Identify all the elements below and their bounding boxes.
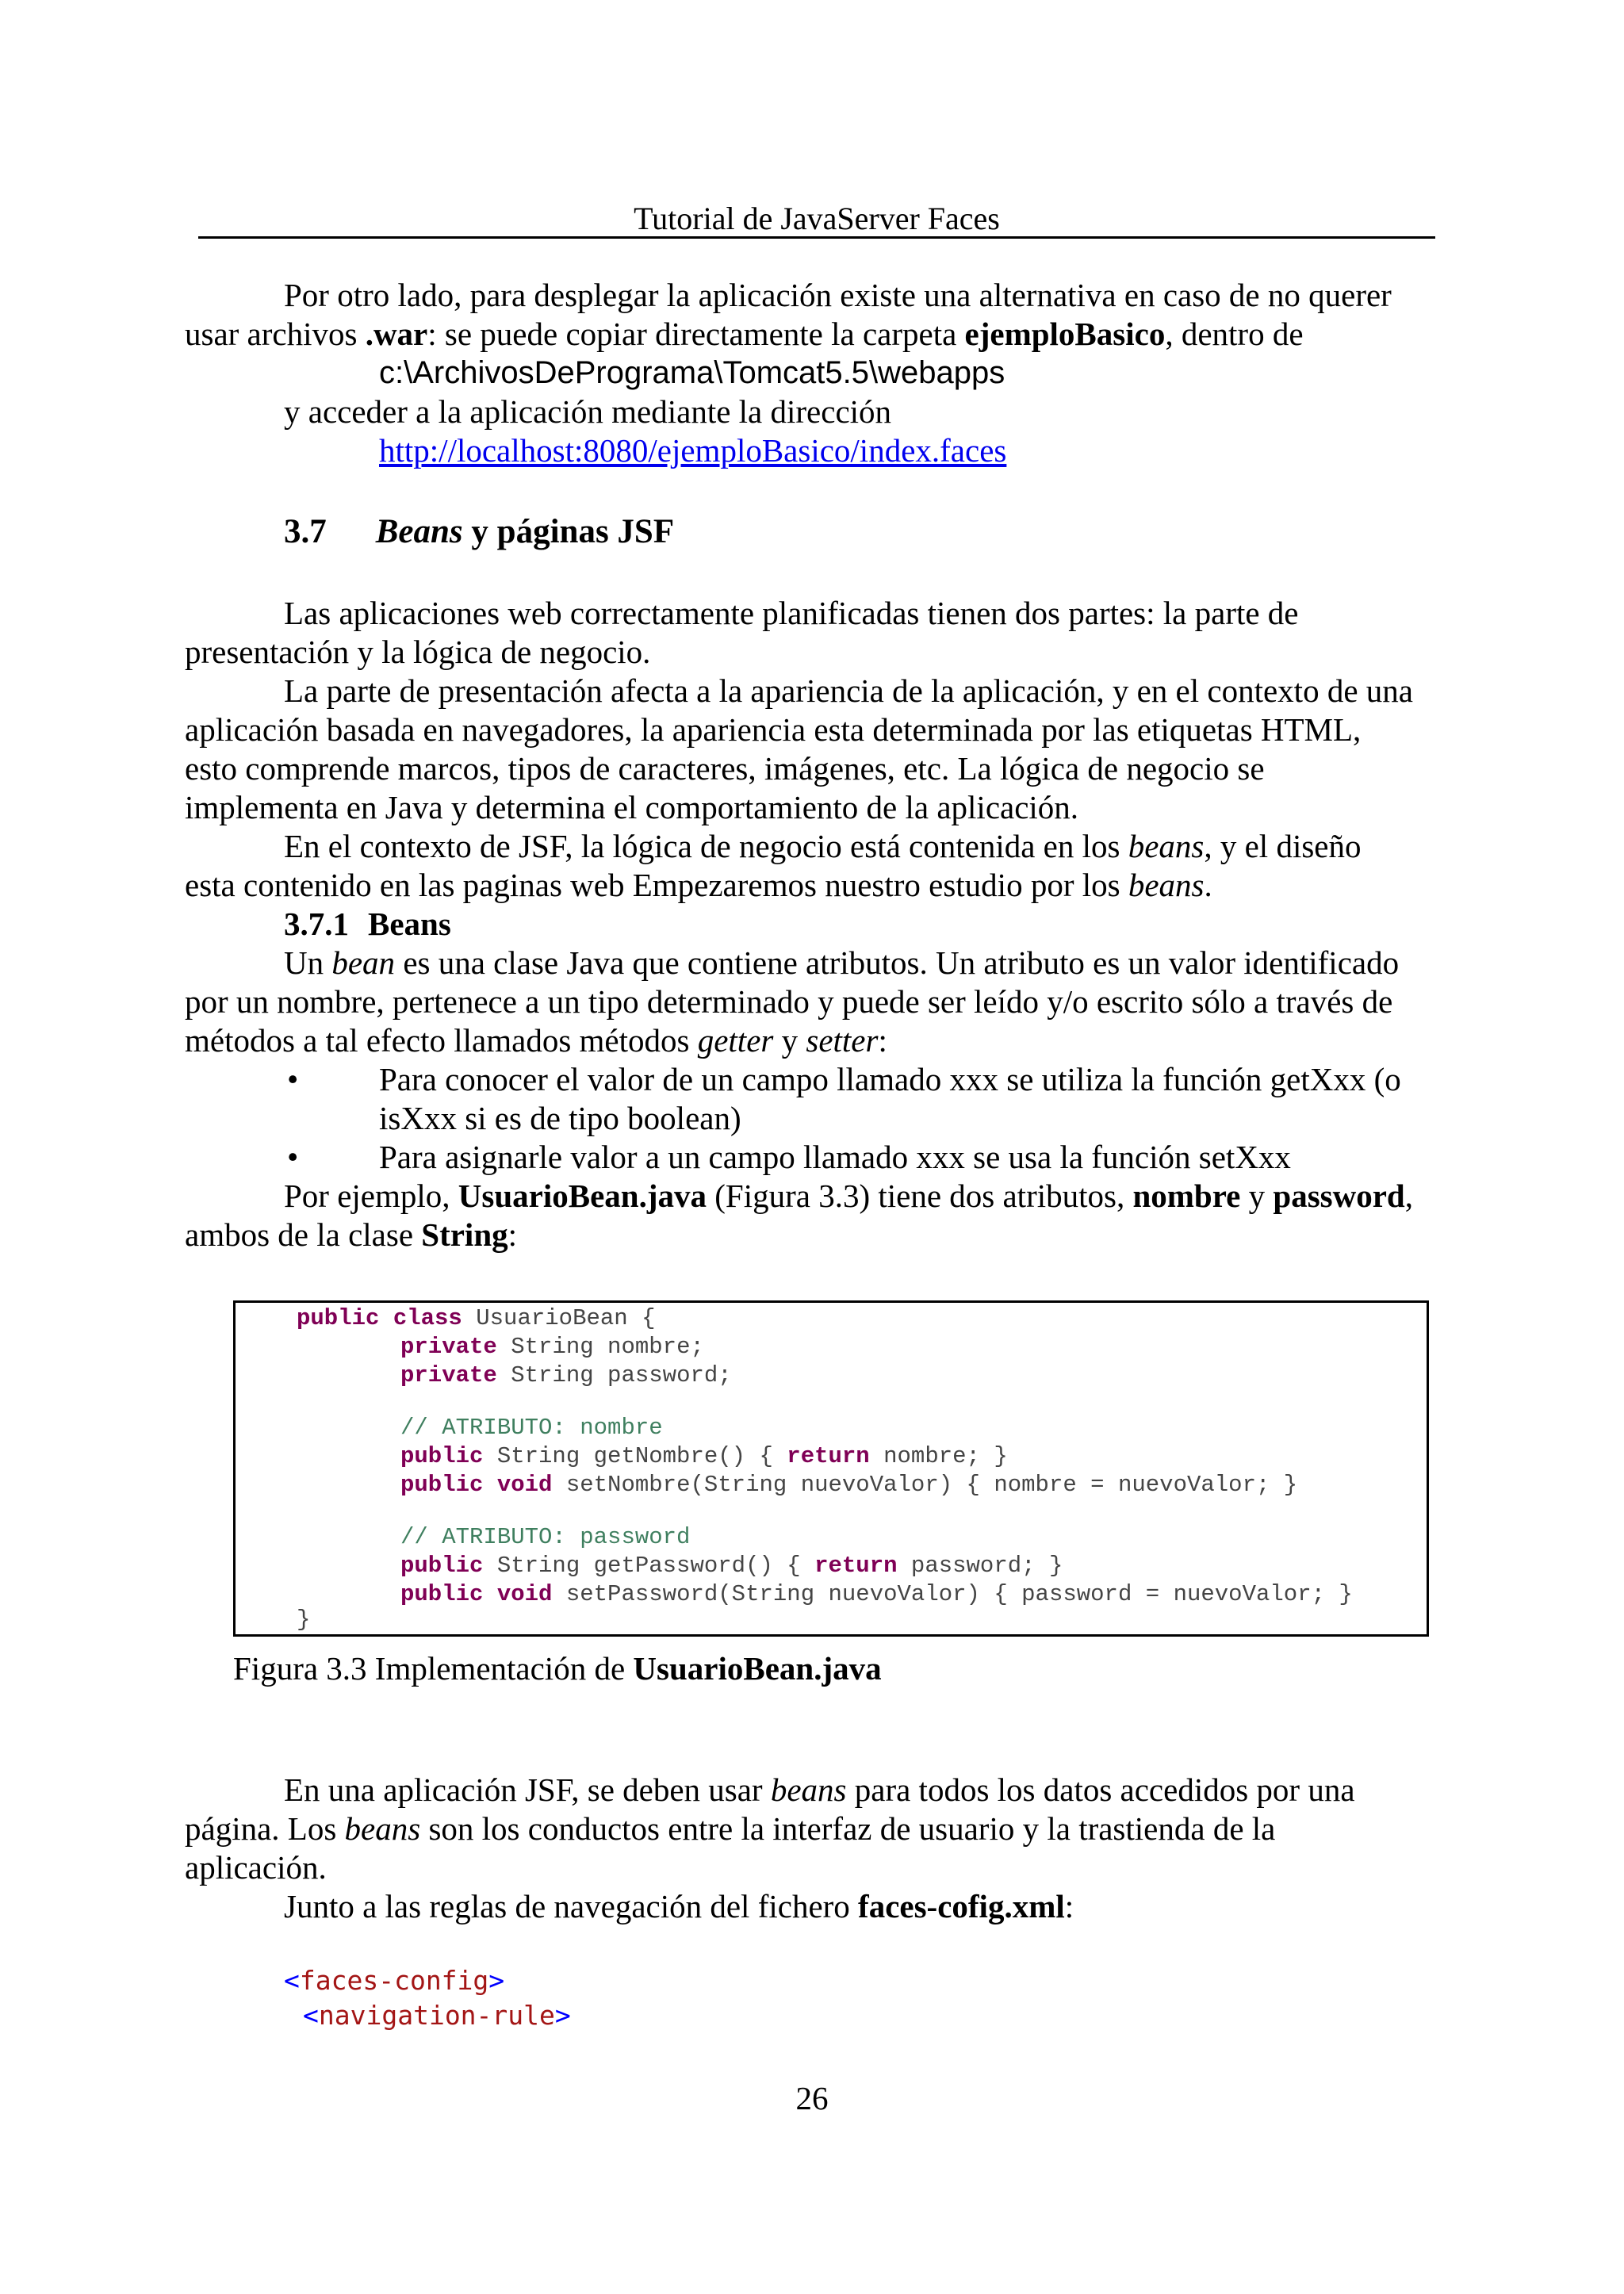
code-line-3: private String password; xyxy=(400,1362,732,1388)
code-line-10: } xyxy=(297,1607,311,1633)
code-comment-password: // ATRIBUTO: password xyxy=(400,1524,691,1550)
body-line-4: aplicación basada en navegadores, la apariencia esta determinada por las etiquetas HTML, xyxy=(185,711,1362,748)
beans-line-3: métodos a tal efecto llamados métodos getter y setter: xyxy=(185,1022,887,1059)
code-line-5: public String getNombre() { return nombre; } xyxy=(400,1443,1008,1469)
deploy-path: c:\ArchivosDePrograma\Tomcat5.5\webapps xyxy=(379,355,1005,390)
body-line-1: Las aplicaciones web correctamente planificadas tienen dos partes: la parte de xyxy=(284,595,1299,631)
section-number: 3.7 xyxy=(284,513,327,550)
intro-line-1: Por otro lado, para desplegar la aplicación existe una alternativa en caso de no querer xyxy=(284,277,1392,313)
page-number: 26 xyxy=(795,2080,829,2116)
figure-caption: Figura 3.3 Implementación de UsuarioBean.java xyxy=(233,1650,882,1687)
intro-line-2: usar archivos .war: se puede copiar directamente la carpeta ejemploBasico, dentro de xyxy=(185,316,1304,352)
example-line-1: Por ejemplo, UsuarioBean.java (Figura 3.3) tiene dos atributos, nombre y password, xyxy=(284,1178,1413,1214)
section-title-italic: Beans xyxy=(375,513,463,550)
body-line-2: presentación y la lógica de negocio. xyxy=(185,634,651,670)
code-comment-nombre: // ATRIBUTO: nombre xyxy=(400,1415,663,1441)
code-line-6: public void setNombre(String nuevoValor) { nombre = nuevoValor; } xyxy=(400,1472,1298,1498)
app-url-link[interactable]: http://localhost:8080/ejemploBasico/index.faces xyxy=(379,432,1007,469)
after-line-4: Junto a las reglas de navegación del fichero faces-cofig.xml: xyxy=(284,1888,1074,1924)
running-header: Tutorial de JavaServer Faces xyxy=(634,201,1000,236)
section-heading xyxy=(284,512,674,551)
xml-line-1: <faces-config> xyxy=(284,1965,505,1996)
code-line-8: public String getPassword() { return password; } xyxy=(400,1553,1063,1579)
bullet-2-marker: • xyxy=(287,1139,299,1175)
example-line-2: ambos de la clase String: xyxy=(185,1216,518,1253)
after-line-3: aplicación. xyxy=(185,1849,327,1886)
code-line-1: public class UsuarioBean { xyxy=(297,1305,656,1331)
bullet-2-line: Para asignarle valor a un campo llamado xxx se usa la función setXxx xyxy=(379,1139,1291,1175)
xml-line-2: <navigation-rule> xyxy=(303,2000,571,2031)
bullet-1-line-2: isXxx si es de tipo boolean) xyxy=(379,1100,741,1136)
after-line-2: página. Los beans son los conductos entre la interfaz de usuario y la trastienda de la xyxy=(185,1810,1276,1847)
body-line-6: implementa en Java y determina el comportamiento de la aplicación. xyxy=(185,789,1079,825)
beans-line-2: por un nombre, pertenece a un tipo determinado y puede ser leído y/o escrito sólo a través de xyxy=(185,983,1393,1020)
body-line-3: La parte de presentación afecta a la apariencia de la aplicación, y en el contexto de una xyxy=(284,672,1413,709)
body-line-7: En el contexto de JSF, la lógica de negocio está contenida en los beans, y el diseño xyxy=(284,828,1362,864)
header-rule xyxy=(198,236,1435,239)
after-line-1: En una aplicación JSF, se deben usar beans para todos los datos accedidos por una xyxy=(284,1771,1355,1808)
bullet-1-line-1: Para conocer el valor de un campo llamado xxx se utiliza la función getXxx (o xyxy=(379,1061,1401,1097)
body-line-8: esta contenido en las paginas web Empezaremos nuestro estudio por los beans. xyxy=(185,867,1212,903)
subsection-heading: 3.7.1 Beans xyxy=(284,906,451,942)
body-line-5: esto comprende marcos, tipos de caracteres, imágenes, etc. La lógica de negocio se xyxy=(185,750,1265,787)
intro-line-4: y acceder a la aplicación mediante la dirección xyxy=(284,393,892,430)
code-line-9: public void setPassword(String nuevoValor) { password = nuevoValor; } xyxy=(400,1581,1353,1607)
bullet-1-marker: • xyxy=(287,1061,299,1097)
section-title-rest: y páginas JSF xyxy=(462,513,675,550)
code-line-2: private String nombre; xyxy=(400,1334,704,1360)
beans-line-1: Un bean es una clase Java que contiene atributos. Un atributo es un valor identificado xyxy=(284,944,1400,981)
